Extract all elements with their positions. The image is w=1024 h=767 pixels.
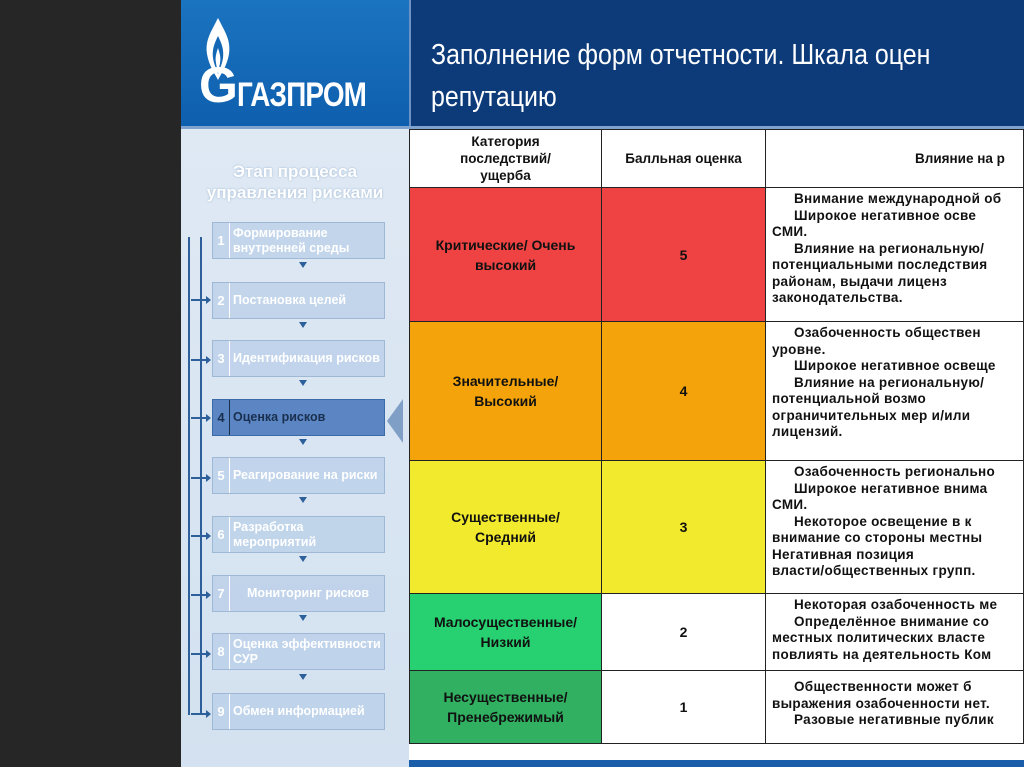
step-2[interactable] [212,282,385,319]
step-7[interactable] [212,575,385,612]
step-number: 1 [213,223,230,258]
step-label: Оценка рисков [233,410,326,424]
step-label: Постановка целей [233,293,347,307]
step-8[interactable] [212,633,385,670]
category-significant: Значительные/ Высокий [409,321,602,461]
impact-line: Внимание международной об [794,191,1002,206]
impact-line: власти/общественных групп. [772,563,976,578]
impact-line: выражения озабоченности нет. [772,695,990,711]
header-score: Балльная оценка [601,129,766,188]
header-bar [409,0,1024,126]
step-number: 8 [213,634,230,669]
impact-line: СМИ. [772,497,808,512]
feedback-arrow [191,535,207,537]
score-3: 3 [601,460,766,594]
active-step-pointer [387,399,403,443]
impact-line: Широкое негативное внима [794,480,988,496]
impact-line: Разовые негативные публик [794,712,994,727]
impact-line: Влияние на региональную/ [794,374,985,390]
bottom-accent-bar [409,760,1024,767]
step-number: 6 [213,517,230,552]
step-label: Обмен информацией [233,704,365,718]
step-number: 9 [213,694,230,729]
step-number: 2 [213,283,230,318]
impact-line: повлиять на деятельность Ком [772,646,992,662]
logo-text: ГАЗПРОМ [237,76,367,114]
flow-arrow [299,262,307,268]
feedback-arrow [191,299,207,301]
step-5[interactable] [212,457,385,494]
score-4: 4 [601,321,766,461]
impact-significant [765,321,1024,461]
feedback-line-inner [200,237,202,715]
step-label: Разработка мероприятий [233,519,317,549]
logo-g-letter: G [199,57,238,113]
impact-line: Общественности может б [794,679,972,694]
feedback-arrow [191,477,207,479]
impact-line: Некоторая озабоченность ме [794,597,998,612]
step-1[interactable] [212,222,385,259]
step-9[interactable] [212,693,385,730]
step-label: Формирование внутренней среды [233,225,350,255]
step-label: Мониторинг рисков [246,586,370,600]
impact-line: районам, выдачи лиценз [772,273,948,289]
feedback-arrow [191,653,207,655]
step-number: 5 [213,458,230,493]
step-3[interactable] [212,340,385,377]
category-negligible: Несущественные/ Пренебрежимый [409,670,602,744]
feedback-line-outer [188,237,190,715]
step-label: Реагирование на риски [233,468,378,482]
gazprom-logo [181,0,409,126]
step-6[interactable] [212,516,385,553]
feedback-arrow [191,594,207,596]
step-4[interactable] [212,399,385,436]
impact-line: Широкое негативное осве [794,207,977,223]
step-number: 3 [213,341,230,376]
impact-line: Озабоченность обществен [794,325,981,340]
impact-line: внимание со стороны местны [772,530,983,545]
impact-line: лицензий. [772,424,843,439]
impact-substantial [765,460,1024,594]
impact-line: СМИ. [772,224,808,239]
impact-line: Влияние на региональную/ [794,240,985,256]
impact-negligible [765,670,1024,744]
reputation-scale-table [409,129,1024,744]
flow-arrow [299,497,307,503]
flow-arrow [299,674,307,680]
feedback-arrow [191,417,207,419]
flow-arrow [299,380,307,386]
impact-critical [765,187,1024,322]
impact-minor [765,593,1024,671]
feedback-arrow [191,713,207,715]
impact-line: Озабоченность региональнo [794,464,996,479]
flow-arrow [299,615,307,621]
step-label: Идентификация рисков [233,351,380,365]
category-critical: Критические/ Очень высокий [409,187,602,322]
category-minor: Малосущественные/ Низкий [409,593,602,671]
flow-arrow [299,322,307,328]
score-1: 1 [601,670,766,744]
impact-line: местных политических властe [772,630,986,645]
impact-line: Определённое внимание со [794,613,990,629]
score-2: 2 [601,593,766,671]
flow-arrow [299,439,307,445]
header-impact: Влияние на р [765,129,1024,188]
score-5: 5 [601,187,766,322]
category-substantial: Существенные/ Средний [409,460,602,594]
impact-line: законодательства. [772,290,903,305]
impact-line: уровне. [772,341,826,357]
process-sidebar [181,129,409,767]
impact-line: Широкое негативное освеще [794,358,996,373]
impact-line: Некоторое освещение в к [794,513,972,529]
step-number: 7 [213,576,230,611]
flow-arrow [299,556,307,562]
impact-line: потенциальными последствия [772,257,988,272]
feedback-arrow [191,359,207,361]
impact-line: ограничительных мер и/или [772,407,971,423]
impact-line: потенциальной возмо [772,391,927,406]
slide-title: Заполнение форм отчетности. Шкала оцен репутацию [431,39,931,113]
step-number: 4 [213,400,230,435]
left-dark-strip [0,0,181,767]
header-category: Категория последствий/ ущерба [409,129,602,188]
sidebar-heading: Этап процесса управления рисками [206,162,384,202]
step-label: Оценка эффективности СУР [233,636,381,666]
impact-line: Негативная позиция [772,546,914,562]
